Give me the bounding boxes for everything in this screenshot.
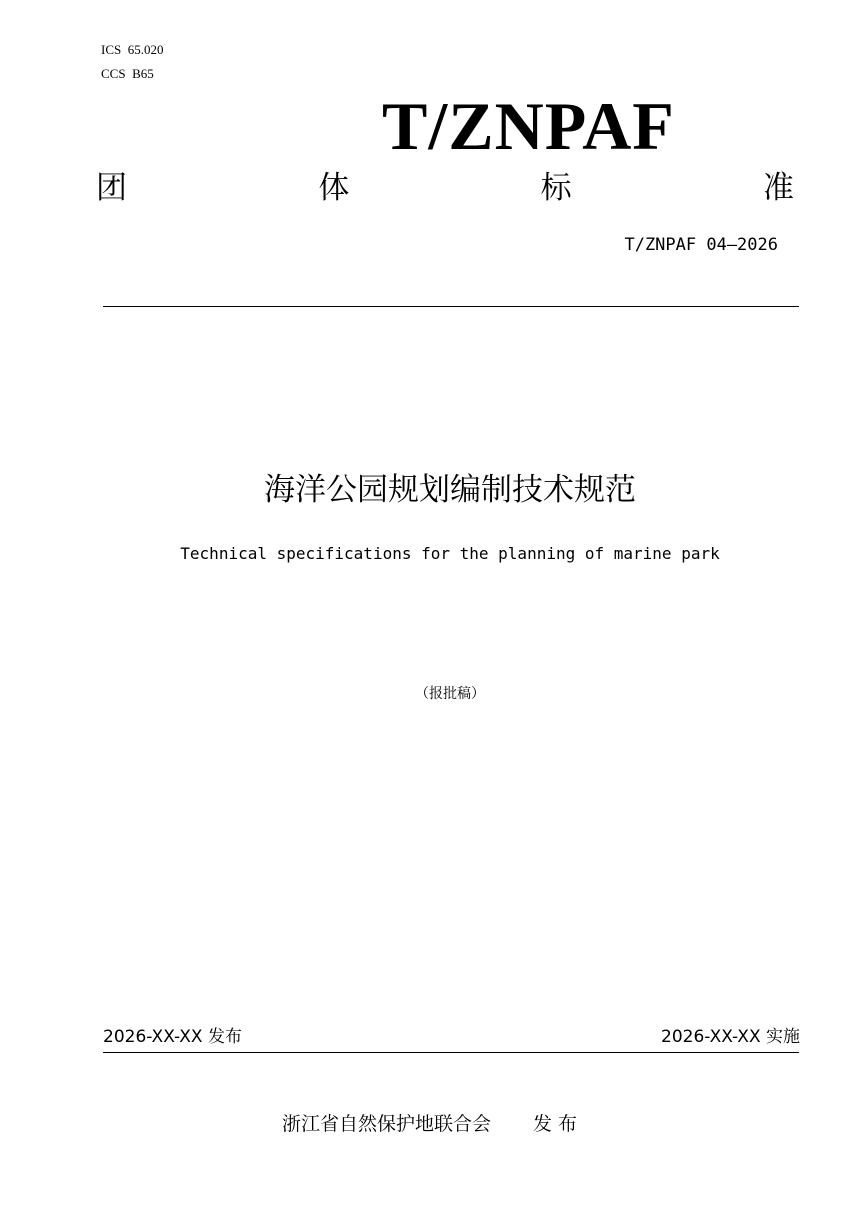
publisher-line — [282, 1111, 577, 1137]
document-title-chinese: 海洋公园规划编制技术规范 — [264, 472, 636, 508]
header-divider — [103, 306, 799, 307]
ics-code: ICS 65.020 — [101, 42, 164, 57]
publish-date: 2026-XX-XX 发布 — [103, 1027, 242, 1047]
standard-type-char: 团 — [96, 170, 127, 206]
organization-code-logo: T/ZNPAF — [382, 88, 675, 164]
implementation-date: 2026-XX-XX 实施 — [661, 1027, 800, 1047]
standard-type-char: 体 — [318, 170, 350, 206]
draft-status-label: （报批稿） — [415, 686, 485, 702]
footer-divider — [103, 1052, 799, 1053]
standard-type-char: 标 — [540, 170, 572, 206]
ccs-code: CCS B65 — [101, 66, 154, 81]
standard-type-heading — [96, 166, 794, 210]
publish-action: 发 布 — [533, 1113, 578, 1135]
publisher-name: 浙江省自然保护地联合会 — [282, 1113, 492, 1135]
document-title-english: Technical specifications for the planning of marine park — [180, 544, 720, 563]
standard-type-char: 准 — [762, 170, 794, 206]
standard-number: T/ZNPAF 04—2026 — [624, 235, 778, 255]
